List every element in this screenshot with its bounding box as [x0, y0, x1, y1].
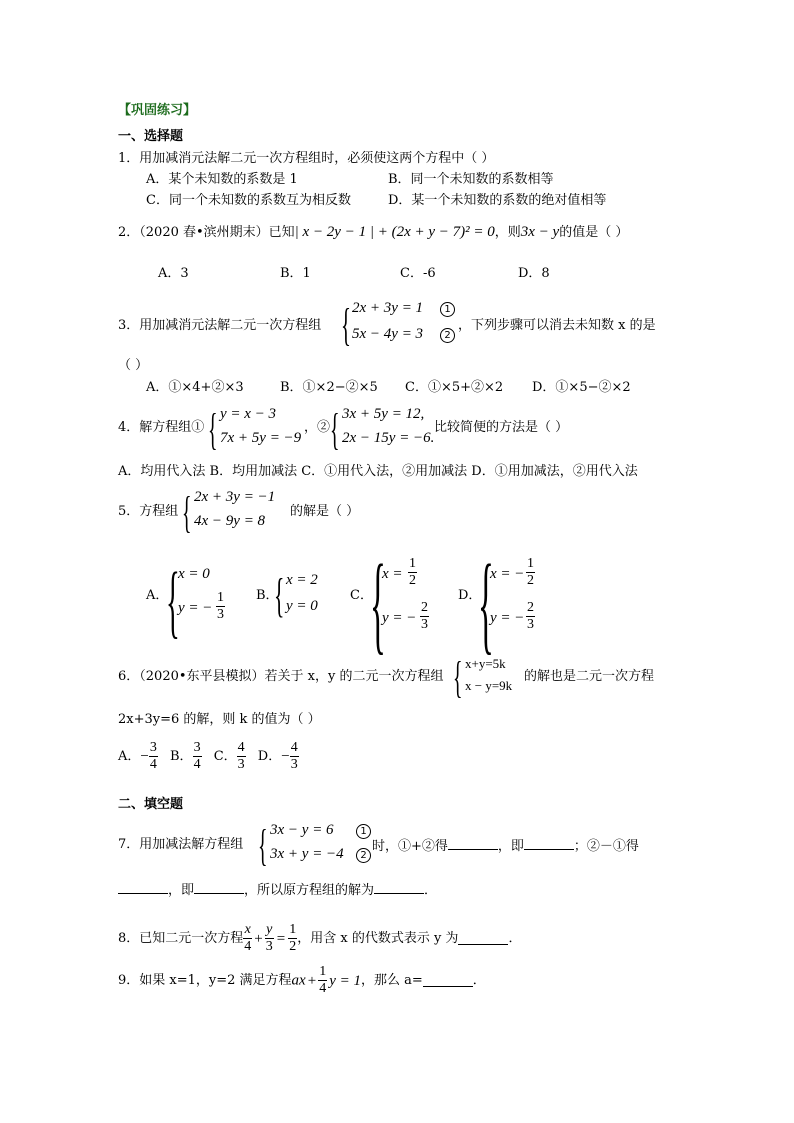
q4-post: 比较简便的方法是（ ）	[434, 420, 569, 435]
q4-s1-eq1: y = x − 3	[220, 406, 277, 422]
q1-option-d: D．某一个未知数的系数的绝对值相等	[388, 193, 607, 208]
q9-plus: +	[307, 972, 317, 989]
q7-blank-4[interactable]	[194, 881, 244, 894]
q3-eq2: 5x − 4y = 3	[352, 326, 424, 342]
q5-c-x: x =	[382, 566, 403, 582]
q6-option-a-fraction: $\frac{3}{4}$	[149, 740, 157, 772]
q7-blank-1[interactable]	[448, 837, 498, 850]
section-label: 【巩固练习】	[118, 103, 197, 118]
q3-option-d: D．①×5−②×2	[532, 380, 631, 395]
q5-pre: 5．方程组	[118, 504, 179, 519]
q1-stem: 1．用加减消元法解二元一次方程组时，必须使这两个方程中（ ）	[118, 151, 495, 166]
q5-a-y: y = −	[178, 600, 213, 616]
q6-brace: {	[453, 653, 463, 702]
q7-eq1: 3x − y = 6	[270, 822, 334, 838]
q5-a-fraction: $\frac{1}{3}$	[217, 590, 224, 622]
q8-blank[interactable]	[458, 932, 508, 945]
q7-post1: 时，①+②得	[372, 839, 448, 854]
q5-option-c-brace: {	[370, 542, 386, 664]
q8-end: ．	[508, 930, 522, 946]
q6-option-a-minus: −	[140, 748, 149, 765]
q7-line1-tail	[372, 837, 639, 855]
q7-circle-2: 2	[356, 848, 371, 863]
q6-option-c-fraction: $\frac{4}{3}$	[237, 740, 245, 772]
q5-option-d-brace: {	[478, 542, 494, 664]
q2-option-c: C．-6	[400, 266, 436, 281]
q4-options: A．均用代入法 B．均用加减法 C．①用代入法，②用加减法 D．①用加减法，②用代入法	[118, 464, 638, 479]
q4-brace-2: {	[330, 405, 340, 454]
q2-stem	[118, 224, 628, 241]
q5-d-x: x = −	[490, 566, 525, 582]
q7-blank-2[interactable]	[524, 837, 574, 850]
q8-frac-x: $\frac{x}{4}$	[244, 922, 252, 954]
q5-d-y-fraction: $\frac{2}{3}$	[527, 600, 534, 632]
q6-eq2: x − y=9k	[465, 678, 513, 693]
q5-option-d-label: D．	[458, 588, 482, 603]
q5-option-a-label: A．	[146, 588, 169, 603]
q3-circle-2: 2	[440, 328, 455, 343]
q6-pre: 6．（2020•东平县模拟）若关于 x，y 的二元一次方程组	[118, 669, 444, 684]
q5-option-b-label: B．	[256, 588, 279, 603]
q2-expression: | x − 2y − 1 | + (2x + y − 7)² = 0	[294, 224, 495, 240]
q7-post2: ，即	[497, 839, 524, 854]
q2-option-a: A．3	[158, 266, 189, 281]
q8-frac-half: $\frac{1}{2}$	[289, 922, 297, 954]
q5-option-b-brace: {	[274, 569, 285, 622]
q9-pre: 9．如果 x=1，y=2 满足方程	[118, 972, 292, 988]
q3-option-b: B．①×2−②×5	[280, 380, 378, 395]
q2-option-d: D．8	[518, 266, 550, 281]
q1-option-a: A．某个未知数的系数是 1	[146, 172, 298, 187]
q3-paren: （ ）	[118, 358, 149, 373]
q6-options	[118, 740, 299, 776]
q7-blank-5[interactable]	[374, 881, 424, 894]
q1-option-c: C．同一个未知数的系数互为相反数	[146, 193, 351, 208]
q4-s1-eq2: 7x + 5y = −9	[220, 430, 302, 446]
q4-brace-1: {	[208, 405, 218, 454]
q6-option-b-fraction: $\frac{3}{4}$	[193, 740, 201, 772]
q5-a-x: x = 0	[178, 566, 210, 582]
q3-post: ，下列步骤可以消去未知数 x 的是	[458, 318, 656, 333]
q8-equals: =	[276, 930, 286, 947]
q3-eq1: 2x + 3y = 1	[352, 300, 424, 316]
q9-line	[118, 964, 486, 1000]
q5-c-y: y = −	[382, 610, 417, 626]
q7-brace: {	[258, 821, 268, 870]
q8-line	[118, 922, 521, 958]
q5-d-x-fraction: $\frac{1}{2}$	[527, 556, 534, 588]
q4-pre: 4．解方程组①	[118, 420, 205, 435]
q9-blank[interactable]	[423, 974, 473, 987]
q7-line2	[118, 881, 437, 899]
q5-c-y-fraction: $\frac{2}{3}$	[421, 600, 428, 632]
q2-target: 3x − y	[520, 224, 560, 240]
q8-plus: +	[254, 930, 263, 947]
q2-post: 的值是（ ）	[559, 225, 629, 240]
q5-eq2: 4x − 9y = 8	[194, 513, 266, 529]
q4-s2-eq1: 3x + 5y = 12,	[342, 406, 425, 422]
section-choice-heading: 一、选择题	[118, 129, 184, 144]
q8-frac-y: $\frac{y}{3}$	[265, 922, 273, 954]
q5-option-c-label: C．	[350, 588, 373, 603]
q5-option-a-brace: {	[166, 555, 180, 646]
q6-line2: 2x+3y=6 的解，则 k 的值为（ ）	[118, 712, 321, 727]
q8-pre: 8．已知二元一次方程	[118, 930, 244, 946]
q6-eq1: x+y=5k	[465, 656, 506, 671]
q5-eq1: 2x + 3y = −1	[194, 489, 276, 505]
q7-l2c: ．	[424, 883, 438, 898]
q9-y: y = 1	[329, 972, 361, 989]
q3-brace: {	[341, 299, 351, 350]
q2-pre: 2．（2020 春•滨州期末）已知	[118, 225, 295, 240]
section-fill-heading: 二、填空题	[118, 797, 184, 812]
q6-option-a-label: A．	[118, 748, 141, 764]
q7-pre: 7．用加减法解方程组	[118, 837, 244, 852]
q7-l2a: ，即	[168, 883, 195, 898]
q9-ax: ax	[291, 972, 306, 989]
q3-circle-1: 1	[440, 302, 455, 317]
q6-option-d-minus: −	[281, 748, 290, 765]
q3-pre: 3．用加减消元法解二元一次方程组	[118, 318, 322, 333]
q4-sep: ，②	[304, 420, 331, 435]
q5-d-y: y = −	[490, 610, 525, 626]
q7-eq2: 3x + y = −4	[270, 846, 344, 862]
q9-post: ，那么 a=	[360, 972, 423, 988]
q5-brace: {	[182, 488, 192, 537]
q2-mid: ，则	[494, 225, 521, 240]
q5-b-y: y = 0	[286, 598, 318, 614]
q7-post3: ；②－①得	[573, 839, 639, 854]
q4-s2-eq2: 2x − 15y = −6.	[342, 430, 435, 446]
q9-fraction: $\frac{1}{4}$	[319, 964, 327, 996]
q6-option-d-fraction: $\frac{4}{3}$	[290, 740, 298, 772]
q8-post: ，用含 x 的代数式表示 y 为	[297, 930, 459, 946]
q6-option-d-label: D．	[257, 748, 282, 764]
q9-end: ．	[472, 972, 486, 988]
q3-option-a: A．①×4+②×3	[146, 380, 244, 395]
q7-l2b: ，所以原方程组的解为	[244, 883, 375, 898]
q3-option-c: C．①×5+②×2	[405, 380, 504, 395]
q6-option-b-label: B．	[170, 748, 193, 764]
q7-circle-1: 1	[356, 824, 371, 839]
q7-blank-3[interactable]	[118, 881, 168, 894]
q5-c-x-fraction: $\frac{1}{2}$	[409, 556, 416, 588]
q6-option-c-label: C．	[213, 748, 237, 764]
q5-b-x: x = 2	[286, 572, 318, 588]
q1-option-b: B．同一个未知数的系数相等	[388, 172, 554, 187]
q2-option-b: B．1	[280, 266, 311, 281]
q5-post: 的解是（ ）	[290, 504, 360, 519]
q6-post: 的解也是二元一次方程	[524, 669, 655, 684]
